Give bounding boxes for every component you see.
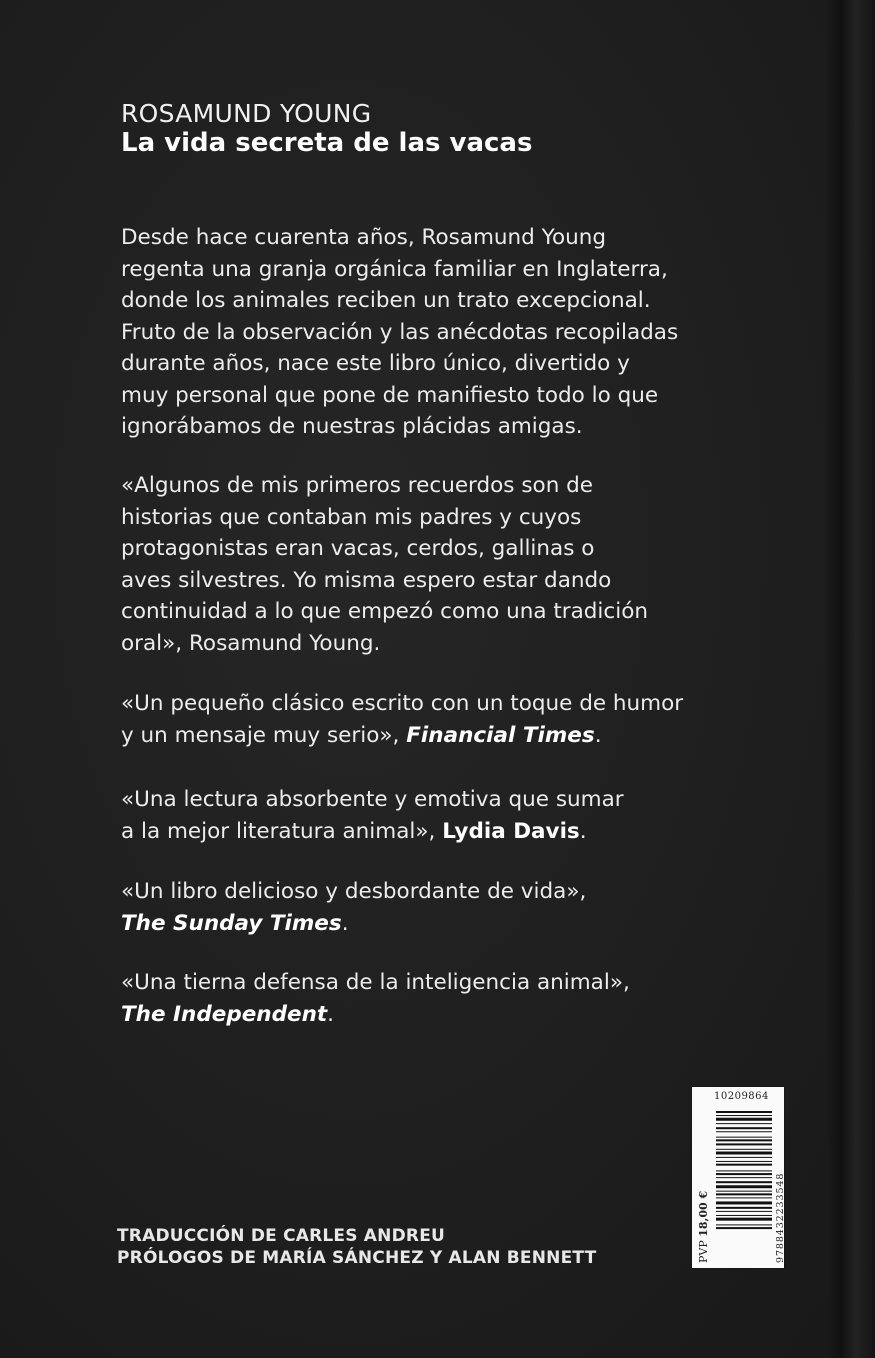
price-value: 18,00 € (697, 1190, 710, 1237)
translation-credit: TRADUCCIÓN DE CARLES ANDREU (117, 1226, 446, 1246)
review-source: Lydia Davis (442, 818, 580, 844)
barcode-sticker (692, 1087, 784, 1268)
barcode-bar (716, 1131, 772, 1132)
review-punctuation: . (327, 1001, 334, 1027)
quote-line: «Algunos de mis primeros recuerdos son de (121, 473, 594, 498)
pvp-label: PVP (697, 1240, 710, 1263)
barcode-bar (716, 1207, 772, 1209)
barcode-bar (716, 1149, 772, 1150)
review-text: a la mejor literatura animal», (121, 818, 443, 844)
review-line: «Una tierna defensa de la inteligencia animal», (121, 970, 630, 995)
review-line: «Un libro delicioso y desbordante de vida», (121, 879, 587, 904)
barcode-bar (716, 1164, 772, 1166)
barcode-bar (716, 1152, 772, 1155)
barcode-bar (716, 1185, 772, 1188)
prologues-credit: PRÓLOGOS DE MARÍA SÁNCHEZ Y ALAN BENNETT (117, 1248, 597, 1268)
spine-edge (827, 0, 875, 1358)
quote-line: oral», Rosamund Young. (121, 630, 381, 656)
review-punctuation: . (341, 910, 349, 936)
book-title: La vida secreta de las vacas (121, 128, 533, 158)
barcode-bar (716, 1143, 772, 1145)
barcode-bar (716, 1157, 772, 1158)
barcode-bar (716, 1193, 772, 1195)
barcode-bar (716, 1197, 772, 1198)
review-source: The Sunday Times (121, 910, 342, 936)
barcode-bar (716, 1173, 772, 1175)
barcode-bar (716, 1181, 772, 1183)
barcode-bar (716, 1137, 772, 1138)
barcode-bar (716, 1123, 772, 1124)
review-source: Financial Times (406, 722, 595, 748)
review-punctuation: . (579, 818, 587, 844)
review-line (121, 816, 781, 848)
description-line: ignorábamos de nuestras plácidas amigas. (121, 414, 583, 439)
author-name: ROSAMUND YOUNG (121, 99, 372, 128)
barcode-bar (716, 1224, 772, 1225)
barcode-bars (716, 1111, 772, 1261)
barcode-bar (716, 1139, 772, 1141)
review-independent (121, 967, 781, 1030)
internal-code: 10209864 (714, 1091, 769, 1102)
credits (117, 1225, 596, 1269)
review-financial-times (121, 688, 781, 751)
review-source: The Independent (121, 1001, 328, 1027)
description-line: regenta una granja orgánica familiar en Inglaterra, (121, 256, 668, 282)
description-line: Desde hace cuarenta años, Rosamund Young (121, 225, 606, 250)
barcode-bar (716, 1161, 772, 1162)
review-line (121, 908, 781, 940)
barcode-bar (716, 1218, 772, 1221)
description-line: Fruto de la observación y las anécdotas recopiladas (121, 319, 679, 345)
barcode-bar (716, 1115, 772, 1116)
description-line: muy personal que pone de manifiesto todo lo que (121, 382, 659, 408)
barcode-bar (716, 1215, 772, 1216)
barcode-bar (716, 1118, 772, 1121)
isbn-number: 9788432233548 (775, 1172, 786, 1263)
barcode-bar (716, 1201, 772, 1204)
review-line: «Una lectura absorbente y emotiva que sumar (121, 787, 624, 812)
review-text: y un mensaje muy serio», (121, 722, 407, 748)
description-paragraph (121, 222, 781, 443)
barcode-bar (716, 1170, 772, 1171)
review-punctuation: . (594, 722, 602, 748)
description-line: donde los animales reciben un trato excepcional. (121, 288, 651, 313)
barcode-bar (716, 1227, 772, 1229)
price-label (697, 1191, 710, 1263)
author-quote-paragraph (121, 470, 781, 659)
review-lydia-davis (121, 784, 781, 847)
review-line (121, 720, 781, 752)
barcode-bar (716, 1177, 772, 1178)
quote-line: continuidad a lo que empezó como una tradición (121, 599, 648, 624)
description-line: durante años, nace este libro único, divertido y (121, 351, 630, 376)
review-sunday-times (121, 876, 781, 939)
review-line (121, 999, 781, 1031)
barcode-bar (716, 1191, 772, 1192)
review-line: «Un pequeño clásico escrito con un toque de humor (121, 691, 684, 716)
quote-line: historias que contaban mis padres y cuyos (121, 504, 582, 530)
quote-line: protagonistas eran vacas, cerdos, gallinas o (121, 536, 595, 561)
quote-line: aves silvestres. Yo misma espero estar dando (121, 567, 612, 593)
barcode-bar (716, 1111, 772, 1113)
barcode-bar (716, 1127, 772, 1129)
barcode-bar (716, 1211, 772, 1212)
